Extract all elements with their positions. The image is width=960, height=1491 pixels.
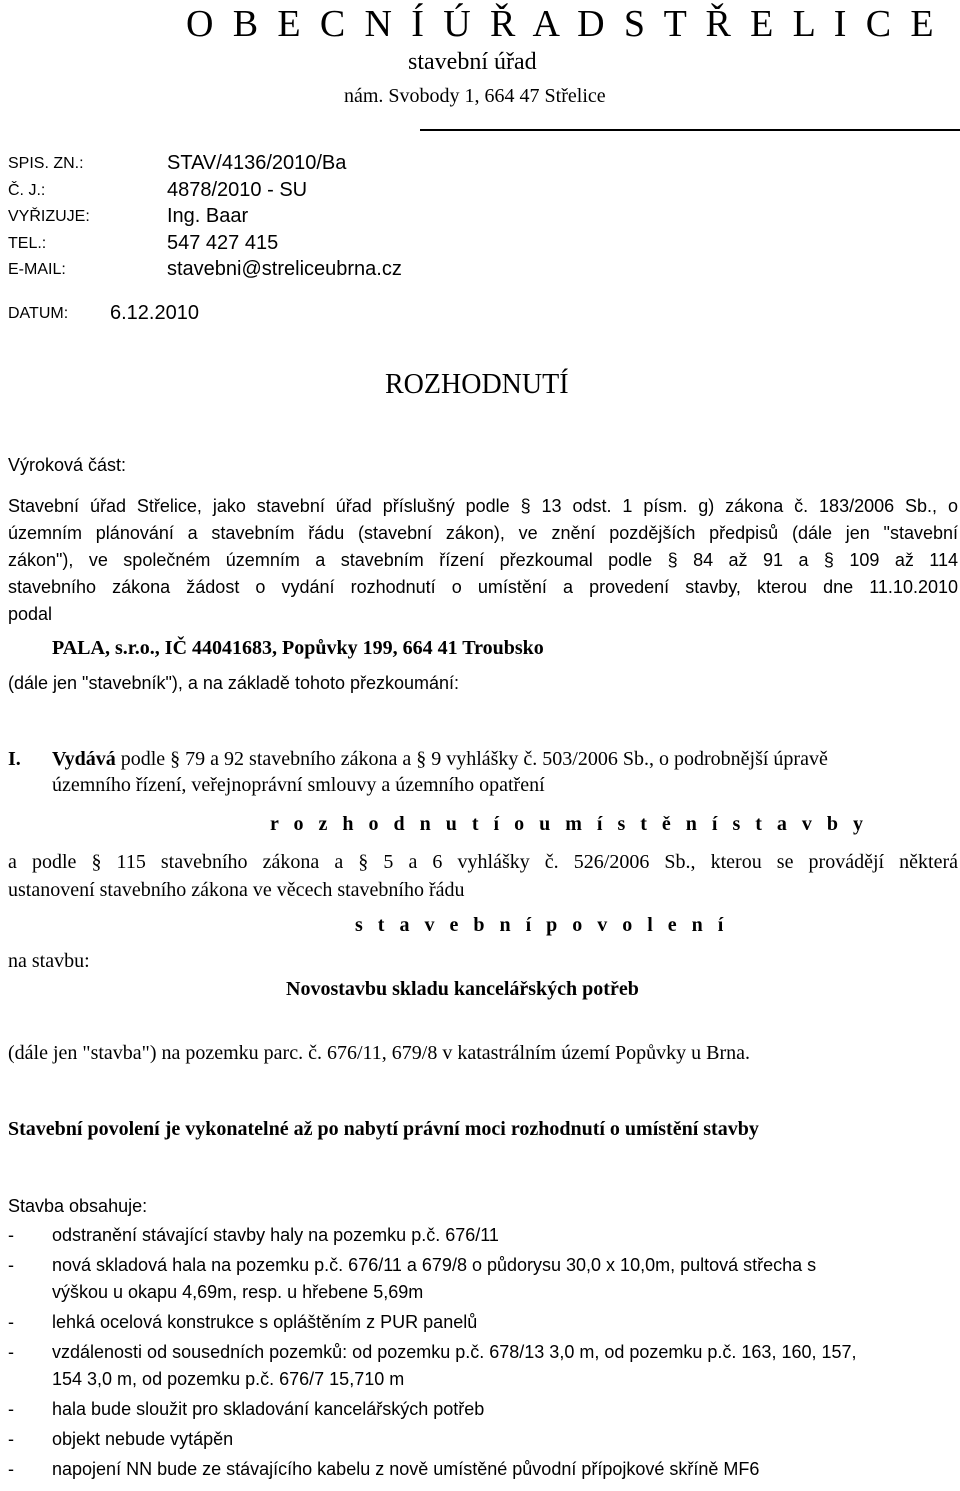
list-item-text: hala bude sloužit pro skladování kancelářských potřeb (52, 1399, 485, 1419)
list-item-text: lehká ocelová konstrukce s opláštěním z PUR panelů (52, 1312, 478, 1332)
list-item (8, 1396, 958, 1423)
intro-line: zákon"), ve společném územním a stavebním řízení přezkoumal podle § 84 až 91 a § 109 až 114 (8, 550, 958, 570)
file-ref-value: STAV/4136/2010/Ba (167, 152, 347, 174)
header-divider (420, 129, 960, 131)
document-heading: ROZHODNUTÍ (385, 369, 569, 400)
permit-legal-basis (8, 848, 958, 904)
email-label: E-MAIL: (8, 261, 66, 278)
list-item (8, 1339, 958, 1393)
list-item-text: napojení NN bude ze stávajícího kabelu z nově umístěné původní přípojkové skříně MF6 (52, 1459, 760, 1479)
office-subtitle: stavební úřad (408, 49, 537, 75)
phone-value: 547 427 415 (167, 232, 279, 254)
building-location: (dále jen "stavba") na pozemku parc. č. 676/11, 679/8 v katastrálním území Popůvky u Brna. (8, 1042, 751, 1064)
office-title: O B E C N Í Ú Ř A D S T Ř E L I C E (186, 3, 939, 45)
list-item (8, 1456, 958, 1483)
for-building-label: na stavbu: (8, 950, 90, 972)
handled-by-label: VYŘIZUJE: (8, 208, 90, 225)
list-item-text: vzdálenosti od sousedních pozemků: od pozemku p.č. 678/13 3,0 m, od pozemku p.č. 163, 160, 157, (52, 1342, 857, 1362)
intro-line: územním plánování a stavebním řádu (stavební zákon), ve znění pozdějších předpisů (dále jen "stavební (8, 523, 958, 543)
office-address: nám. Svobody 1, 664 47 Střelice (344, 85, 606, 107)
section-heading: Výroková část: (8, 455, 127, 475)
list-dash: - (8, 1225, 14, 1245)
intro-line: stavebního zákona žádost o vydání rozhodnutí o umístění a provedení stavby, kterou dne 11.10.2010 (8, 577, 958, 597)
list-item-text: výškou u okapu 4,69m, resp. u hřebene 5,69m (52, 1282, 424, 1302)
legal-basis-line: ustanovení stavebního zákona ve věcech stavebního řádu (8, 879, 465, 901)
legal-basis-line: a podle § 115 stavebního zákona a § 5 a 6 vyhlášky č. 526/2006 Sb., kterou se provádějí některá (8, 851, 958, 873)
list-dash: - (8, 1459, 14, 1479)
list-dash: - (8, 1312, 14, 1332)
intro-line: podal (8, 604, 53, 624)
list-item-text: 154 3,0 m, od pozemku p.č. 676/7 15,710 m (52, 1369, 405, 1389)
decision-line-2: územního řízení, veřejnoprávní smlouvy a územního opatření (52, 774, 545, 796)
decision-numeral: I. (8, 748, 21, 770)
building-permit: s t a v e b n í p o v o l e n í (355, 914, 729, 936)
list-item (8, 1222, 958, 1249)
list-item-text: odstranění stávající stavby haly na pozemku p.č. 676/11 (52, 1225, 499, 1245)
list-item-text: objekt nebude vytápěn (52, 1429, 234, 1449)
applicant: PALA, s.r.o., IČ 44041683, Popůvky 199, 664 41 Troubsko (52, 637, 544, 659)
handled-by-value: Ing. Baar (167, 205, 249, 227)
intro-line: Stavební úřad Střelice, jako stavební úřad příslušný podle § 13 odst. 1 písm. g) zákona č. 183/2006 Sb., o (8, 496, 958, 516)
enforceability-note: Stavební povolení je vykonatelné až po nabytí právní moci rozhodnutí o umístění stavby (8, 1118, 759, 1140)
date-value: 6.12.2010 (110, 302, 199, 324)
list-dash: - (8, 1399, 14, 1419)
list-dash: - (8, 1255, 14, 1275)
list-dash: - (8, 1429, 14, 1449)
list-item (8, 1426, 958, 1453)
phone-label: TEL.: (8, 235, 47, 252)
applicant-note: (dále jen "stavebník"), a na základě tohoto přezkoumání: (8, 673, 460, 693)
file-ref-label: SPIS. ZN.: (8, 155, 84, 172)
ref-number-label: Č. J.: (8, 182, 46, 199)
decision-line-1 (52, 748, 828, 771)
date-label: DATUM: (8, 305, 69, 322)
ref-number-value: 4878/2010 - SU (167, 179, 308, 201)
list-dash: - (8, 1342, 14, 1362)
intro-paragraph (8, 493, 958, 628)
building-name: Novostavbu skladu kancelářských potřeb (286, 978, 639, 1000)
email-value: stavebni@streliceubrna.cz (167, 258, 402, 280)
list-item (8, 1252, 958, 1306)
decision-line-1-rest: podle § 79 a 92 stavebního zákona a § 9 vyhlášky č. 503/2006 Sb., o podrobnější úpravě (120, 748, 828, 770)
list-item (8, 1309, 958, 1336)
contents-title: Stavba obsahuje: (8, 1196, 148, 1216)
placement-decision: r o z h o d n u t í o u m í s t ě n í s t a v b y (270, 813, 869, 835)
decision-verb: Vydává (52, 748, 116, 770)
list-item-text: nová skladová hala na pozemku p.č. 676/11 a 679/8 o půdorysu 30,0 x 10,0m, pultová střecha s (52, 1255, 817, 1275)
contents-list (8, 1222, 958, 1483)
